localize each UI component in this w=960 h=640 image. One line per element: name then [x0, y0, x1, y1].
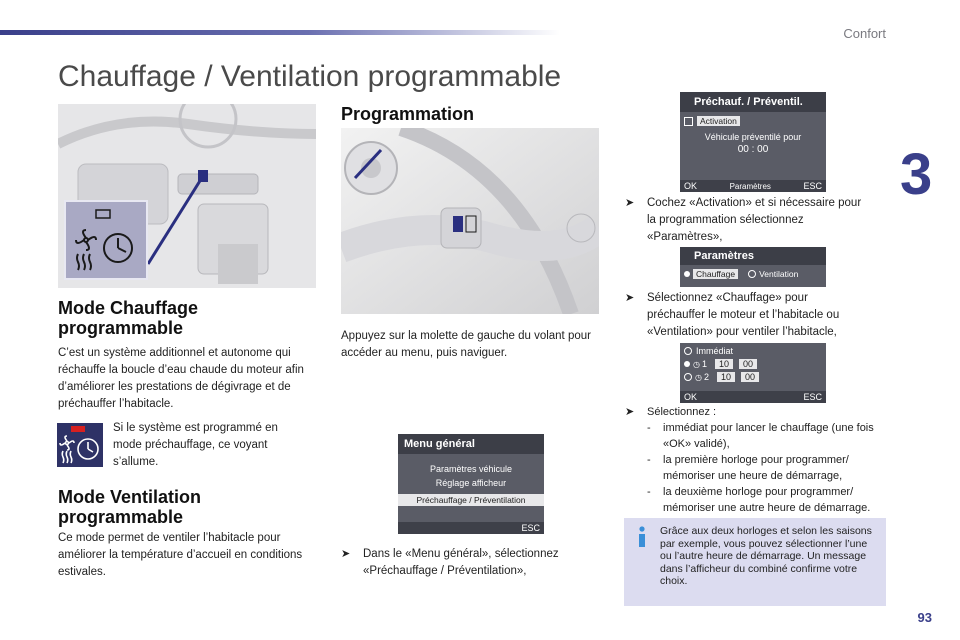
steering-wheel-photo	[341, 128, 599, 314]
menu-item: Réglage afficheur	[435, 478, 507, 488]
header-bar	[0, 30, 560, 35]
info-box	[624, 518, 886, 606]
arrow-icon: ➤	[625, 197, 635, 209]
mode-ventilation-text: Ce mode permet de ventiler l’habitacle pour améliorer la température d’accueil en conditions estivales.	[58, 532, 303, 578]
info-icon	[634, 526, 650, 548]
parametres-screen	[680, 247, 826, 287]
menu-item: Paramètres véhicule	[429, 464, 513, 474]
mode-ventilation-heading: Mode Ventilation programmable	[58, 487, 202, 527]
activation-checkbox: Activation	[680, 116, 826, 126]
timer-row-1: ◷ 1 10 00	[680, 359, 826, 369]
fan-icon	[76, 230, 96, 250]
mode-chauffage-text: C’est un système additionnel et autonome qui réchauffe la boucle d’eau chaude du moteur afin d’améliorer les prestations de dégivrage et de préchauffer l’habitacle.	[58, 347, 304, 410]
menu-general-title: Menu général	[398, 434, 544, 454]
indicator-text: Si le système est programmé en mode préchauffage, ce voyant s’allume.	[113, 422, 278, 468]
screen-footer: ESC	[398, 522, 544, 534]
clock-icon: ◷	[693, 359, 700, 369]
clock-icon: ◷	[695, 372, 702, 382]
clock-icon	[104, 234, 132, 262]
step-activation: ➤ Cochez «Activation» et si nécessaire pour la programmation sélectionnez «Paramètres»,	[625, 197, 862, 243]
timers-screen	[680, 343, 826, 403]
prechauffage-line: Véhicule préventilé pour	[704, 132, 802, 142]
menu-item-selected: Préchauffage / Préventilation	[398, 494, 544, 506]
sub-step: - la deuxième horloge pour programmer/ mémoriser une autre heure de démarrage.	[647, 486, 871, 514]
radio-selected-icon	[684, 361, 690, 367]
sub-step: - la première horloge pour programmer/ mémoriser une heure de démarrage,	[647, 454, 849, 482]
chapter-number: 3	[900, 142, 933, 207]
radio-icon	[684, 347, 692, 355]
programmation-heading: Programmation	[341, 104, 475, 124]
page-number: 93	[917, 610, 932, 625]
info-text: Grâce aux deux horloges et selon les saisons par exemple, vous pouvez sélectionner l’une ou l’autre heure de démarrage. Un message dans l’afficheur du combiné confirme votre choix.	[660, 525, 872, 587]
step-selectionnez: ➤ Sélectionnez : - immédiat pour lancer le chauffage (une fois «OK» validé), - la première horloge pour programmer/ mémoriser une heure de démarrage, - la deuxième horloge pour programmer/ mémoriser une autre heure de démarrage.	[625, 404, 887, 516]
radio-selected-icon	[684, 271, 690, 277]
section-label: Confort	[843, 26, 886, 41]
menu-general-screen	[398, 434, 544, 534]
arrow-icon: ➤	[341, 548, 351, 560]
immediat-row: Immédiat	[680, 346, 826, 356]
screen-footer: OK Paramètres ESC	[680, 180, 826, 192]
radio-icon	[684, 373, 692, 381]
prechauffage-time: 00 : 00	[737, 144, 769, 155]
parametres-options: Chauffage Ventilation	[680, 269, 826, 279]
arrow-icon: ➤	[625, 406, 635, 418]
preheating-indicator-icon	[57, 423, 103, 467]
timer-row-2: ◷ 2 10 00	[680, 372, 826, 382]
step-chauffage: ➤ Sélectionnez «Chauffage» pour préchauffer le moteur et l’habitacle ou «Ventilation» pour ventiler l’habitacle,	[625, 292, 840, 338]
prechauffage-title: Préchauf. / Préventil.	[680, 92, 826, 112]
radio-icon	[748, 270, 756, 278]
mode-chauffage-heading: Mode Chauffage programmable	[58, 298, 199, 338]
parametres-title: Paramètres	[680, 247, 826, 265]
programmation-intro: Appuyez sur la molette de gauche du volant pour accéder au menu, puis naviguer.	[341, 330, 591, 359]
prechauffage-screen	[680, 92, 826, 192]
step-menu-general: ➤ Dans le «Menu général», sélectionnez «Préchauffage / Préventilation»,	[341, 548, 559, 577]
screen-footer: OK ESC	[680, 391, 826, 403]
checkbox-icon	[684, 117, 693, 126]
arrow-icon: ➤	[625, 292, 635, 304]
programming-button-callout	[64, 200, 148, 280]
sub-step: - immédiat pour lancer le chauffage (une fois «OK» validé),	[647, 422, 874, 450]
page-title: Chauffage / Ventilation programmable	[58, 60, 562, 93]
dashboard-photo	[58, 104, 316, 288]
